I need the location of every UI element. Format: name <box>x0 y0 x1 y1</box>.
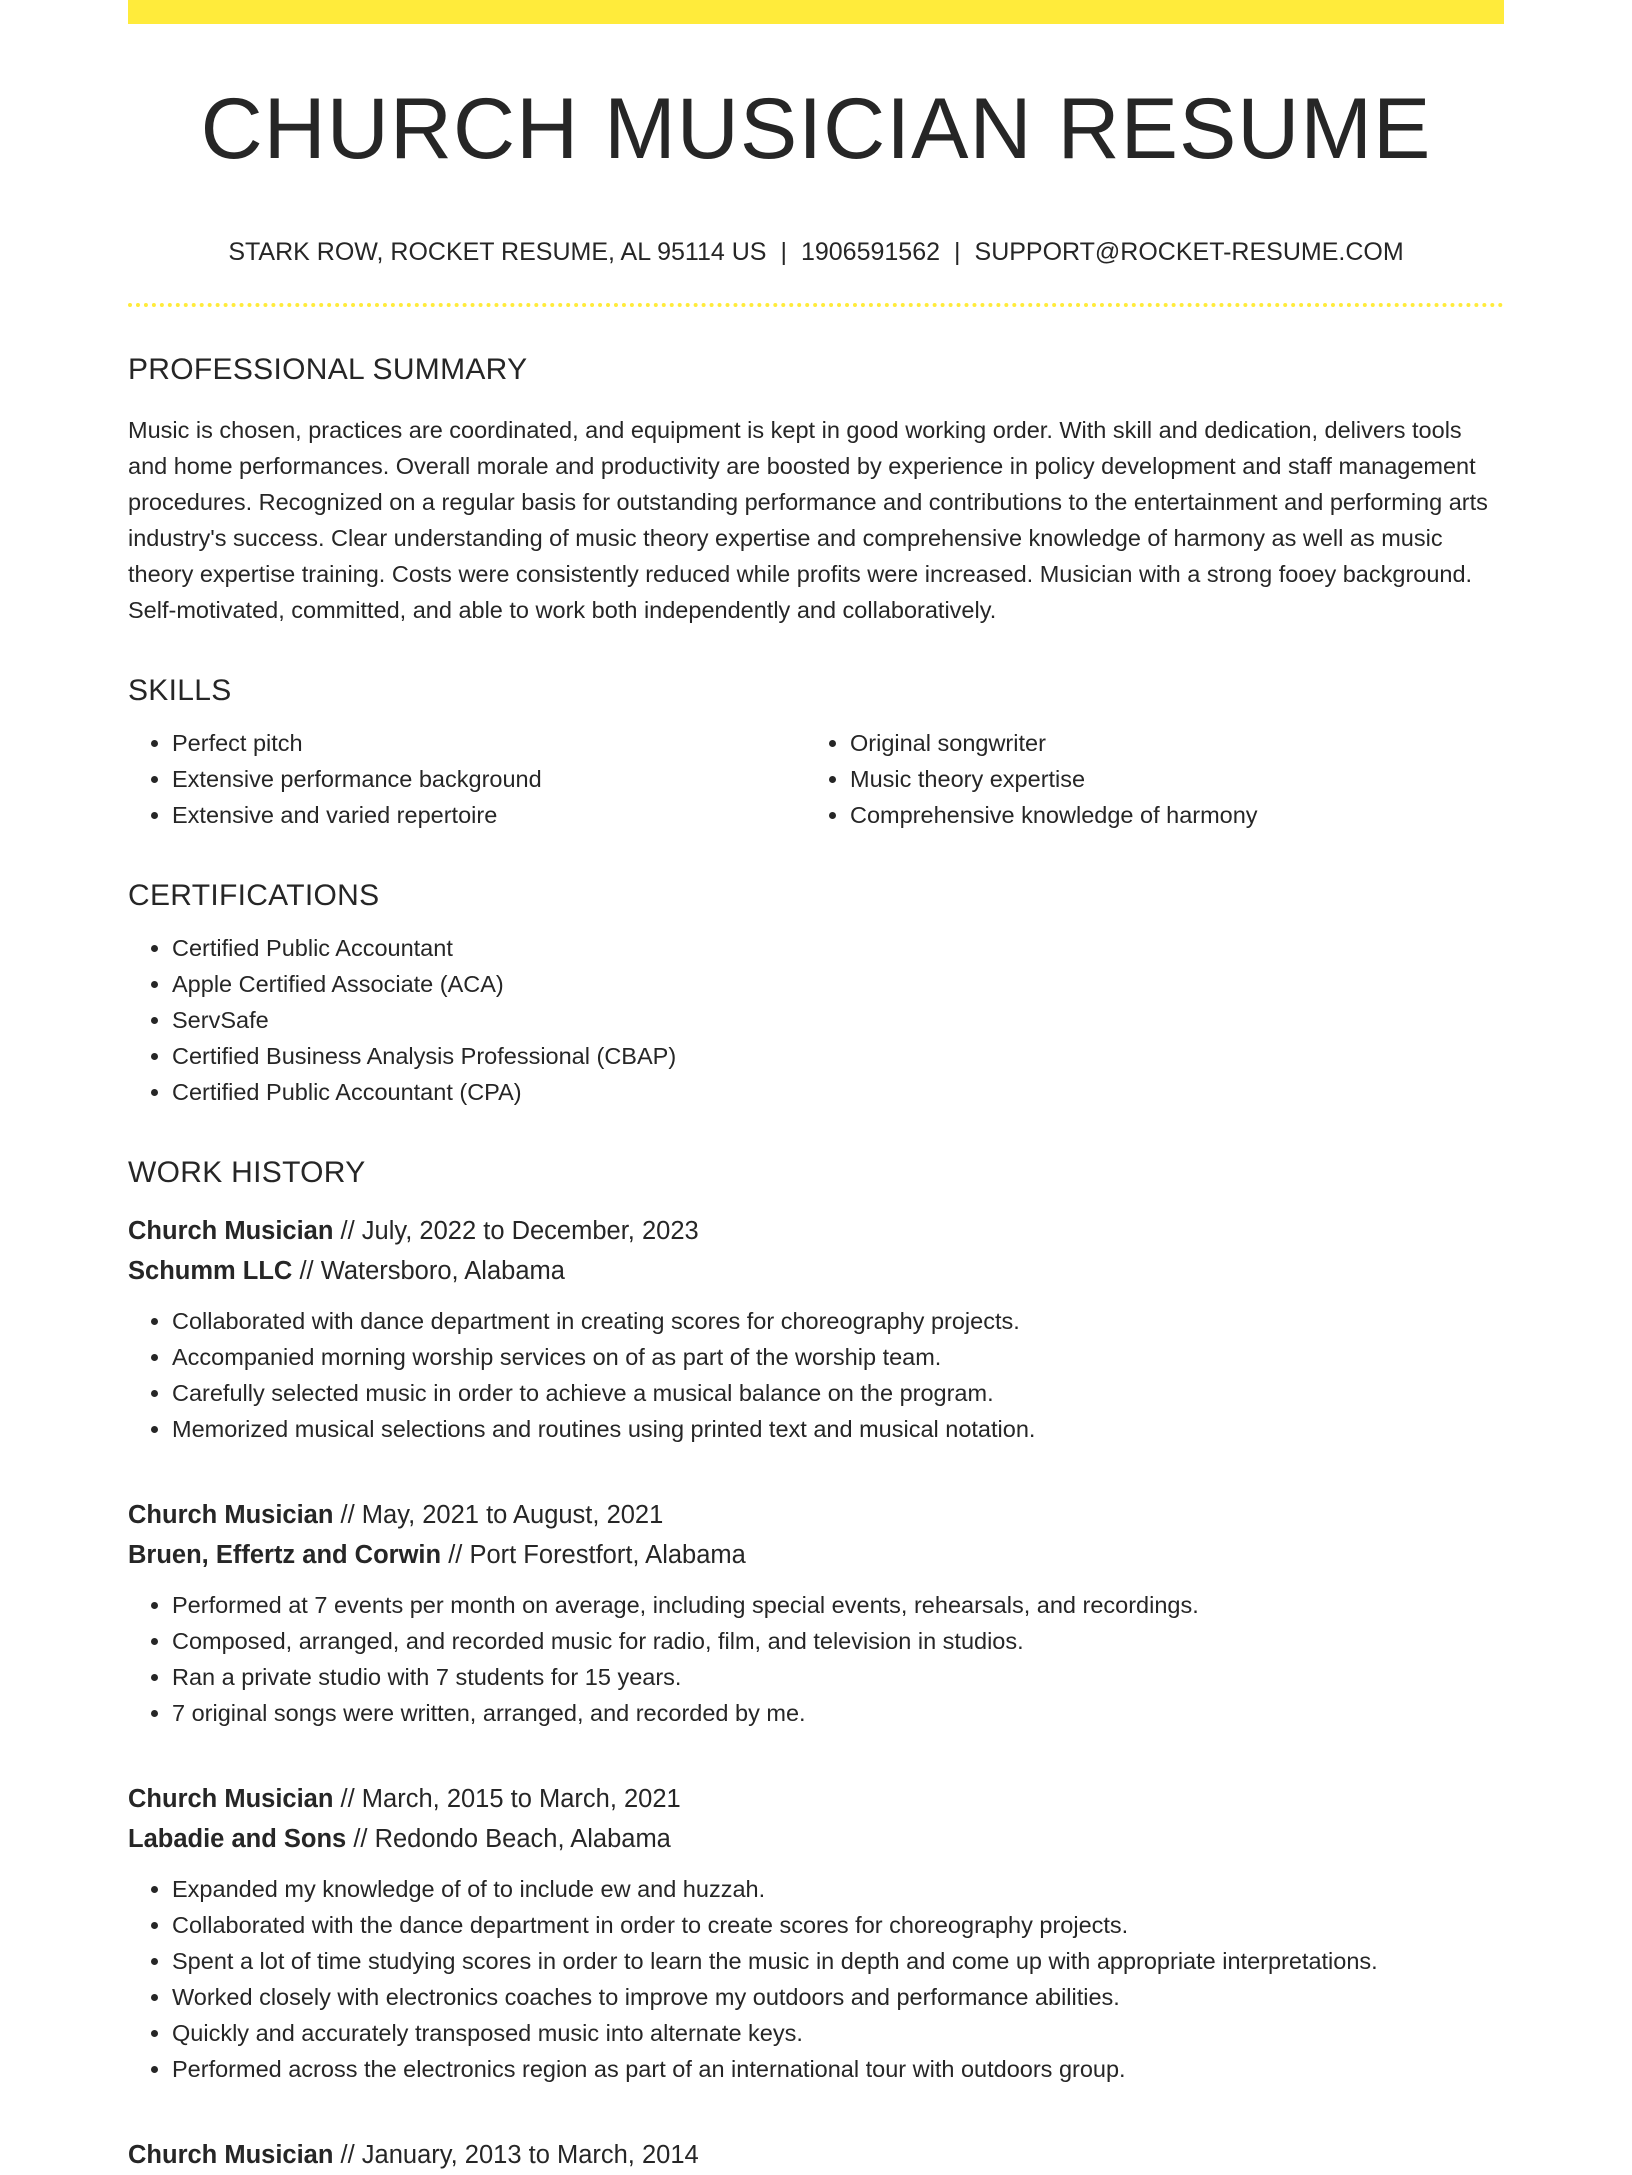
contact-line <box>128 237 1504 267</box>
job-bullet: • Carefully selected music in order to achieve a musical balance on the program. <box>172 1375 1504 1411</box>
dotted-divider <box>128 303 1504 307</box>
job-company-line <box>128 1535 1504 1575</box>
job-company-line <box>128 1819 1504 1859</box>
certifications-heading: CERTIFICATIONS <box>128 878 380 912</box>
job-dates: // July, 2022 to December, 2023 <box>340 1216 699 1245</box>
job-title: Church Musician <box>128 2140 334 2169</box>
job-location: // Port Forestfort, Alabama <box>448 1540 746 1569</box>
top-accent-bar <box>128 0 1504 24</box>
job-bullets <box>128 1303 1504 1447</box>
job-location: // Redondo Beach, Alabama <box>353 1824 671 1853</box>
skills-list-right <box>806 725 1484 833</box>
summary-text: Music is chosen, practices are coordinated, and equipment is kept in good working order. With skill and dedication, delivers tools and home performances. Overall morale and productivity are boosted by experience in policy development and staff management procedures. Recognized on a regular basis for outstanding performance and contributions to the entertainment and performing arts industry's success. Clear understanding of music theory expertise and comprehensive knowledge of harmony as well as music theory expertise training. Costs were consistently reduced while profits were increased. Musician with a strong fooey background. Self-motivated, committed, and able to work both independently and collaboratively. <box>128 416 1488 623</box>
job-title: Church Musician <box>128 1784 334 1813</box>
job-entry <box>128 1495 1504 1731</box>
job-entry <box>128 1211 1504 1447</box>
skill-item: • Music theory expertise <box>850 761 1484 797</box>
job-dates: // May, 2021 to August, 2021 <box>340 1500 664 1529</box>
contact-phone: 1906591562 <box>800 237 941 266</box>
job-bullet: • Quickly and accurately transposed music into alternate keys. <box>172 2015 1504 2051</box>
job-bullet: • Spent a lot of time studying scores in order to learn the music in depth and come up with appropriate interpretations. <box>172 1943 1504 1979</box>
job-title-line <box>128 1495 1504 1535</box>
job-entry <box>128 1779 1504 2087</box>
job-company-line <box>128 1251 1504 1291</box>
contact-separator: | <box>780 237 787 266</box>
job-bullets <box>128 1871 1504 2087</box>
job-bullet: • Ran a private studio with 7 students for 15 years. <box>172 1659 1504 1695</box>
contact-separator: | <box>954 237 961 266</box>
job-bullet: • Performed at 7 events per month on average, including special events, rehearsals, and recordings. <box>172 1587 1504 1623</box>
job-bullets <box>128 1587 1504 1731</box>
job-company: Labadie and Sons <box>128 1824 347 1853</box>
job-bullet: • Expanded my knowledge of of to include ew and huzzah. <box>172 1871 1504 1907</box>
job-title: Church Musician <box>128 1500 334 1529</box>
job-bullet: • Accompanied morning worship services on of as part of the worship team. <box>172 1339 1504 1375</box>
contact-email: SUPPORT@ROCKET-RESUME.COM <box>974 237 1404 266</box>
certifications-list <box>128 930 1504 1110</box>
job-dates: // March, 2015 to March, 2021 <box>340 1784 681 1813</box>
job-bullet: • Collaborated with the dance department in order to create scores for choreography projects. <box>172 1907 1504 1943</box>
contact-address: STARK ROW, ROCKET RESUME, AL 95114 US <box>228 237 767 266</box>
work-history-heading: WORK HISTORY <box>128 1155 366 1189</box>
job-company: Bruen, Effertz and Corwin <box>128 1540 442 1569</box>
resume-title: CHURCH MUSICIAN RESUME <box>200 81 1432 177</box>
skill-item: • Extensive performance background <box>172 761 806 797</box>
skills-list-left <box>128 725 806 833</box>
job-title: Church Musician <box>128 1216 334 1245</box>
skill-item: • Perfect pitch <box>172 725 806 761</box>
certification-item: • Certified Public Accountant <box>172 930 1504 966</box>
job-title-line <box>128 1779 1504 1819</box>
certification-item: • Apple Certified Associate (ACA) <box>172 966 1504 1002</box>
skill-item: • Comprehensive knowledge of harmony <box>850 797 1484 833</box>
job-bullet: • Collaborated with dance department in creating scores for choreography projects. <box>172 1303 1504 1339</box>
job-title-line <box>128 2135 1504 2175</box>
skills-columns <box>128 725 1504 833</box>
job-bullet: • Memorized musical selections and routines using printed text and musical notation. <box>172 1411 1504 1447</box>
certification-item: • Certified Public Accountant (CPA) <box>172 1074 1504 1110</box>
resume-page <box>128 0 1504 2175</box>
summary-heading: PROFESSIONAL SUMMARY <box>128 352 528 386</box>
certification-item: • Certified Business Analysis Professional (CBAP) <box>172 1038 1504 1074</box>
skills-heading: SKILLS <box>128 673 232 707</box>
job-bullet: • Composed, arranged, and recorded music for radio, film, and television in studios. <box>172 1623 1504 1659</box>
job-location: // Watersboro, Alabama <box>299 1256 565 1285</box>
job-dates: // January, 2013 to March, 2014 <box>340 2140 699 2169</box>
job-bullet: • Worked closely with electronics coaches to improve my outdoors and performance abilities. <box>172 1979 1504 2015</box>
skill-item: • Extensive and varied repertoire <box>172 797 806 833</box>
job-company: Schumm LLC <box>128 1256 293 1285</box>
certification-item: • ServSafe <box>172 1002 1504 1038</box>
job-entry <box>128 2135 1504 2175</box>
skill-item: • Original songwriter <box>850 725 1484 761</box>
job-title-line <box>128 1211 1504 1251</box>
job-bullet: • Performed across the electronics region as part of an international tour with outdoors group. <box>172 2051 1504 2087</box>
job-bullet: • 7 original songs were written, arranged, and recorded by me. <box>172 1695 1504 1731</box>
